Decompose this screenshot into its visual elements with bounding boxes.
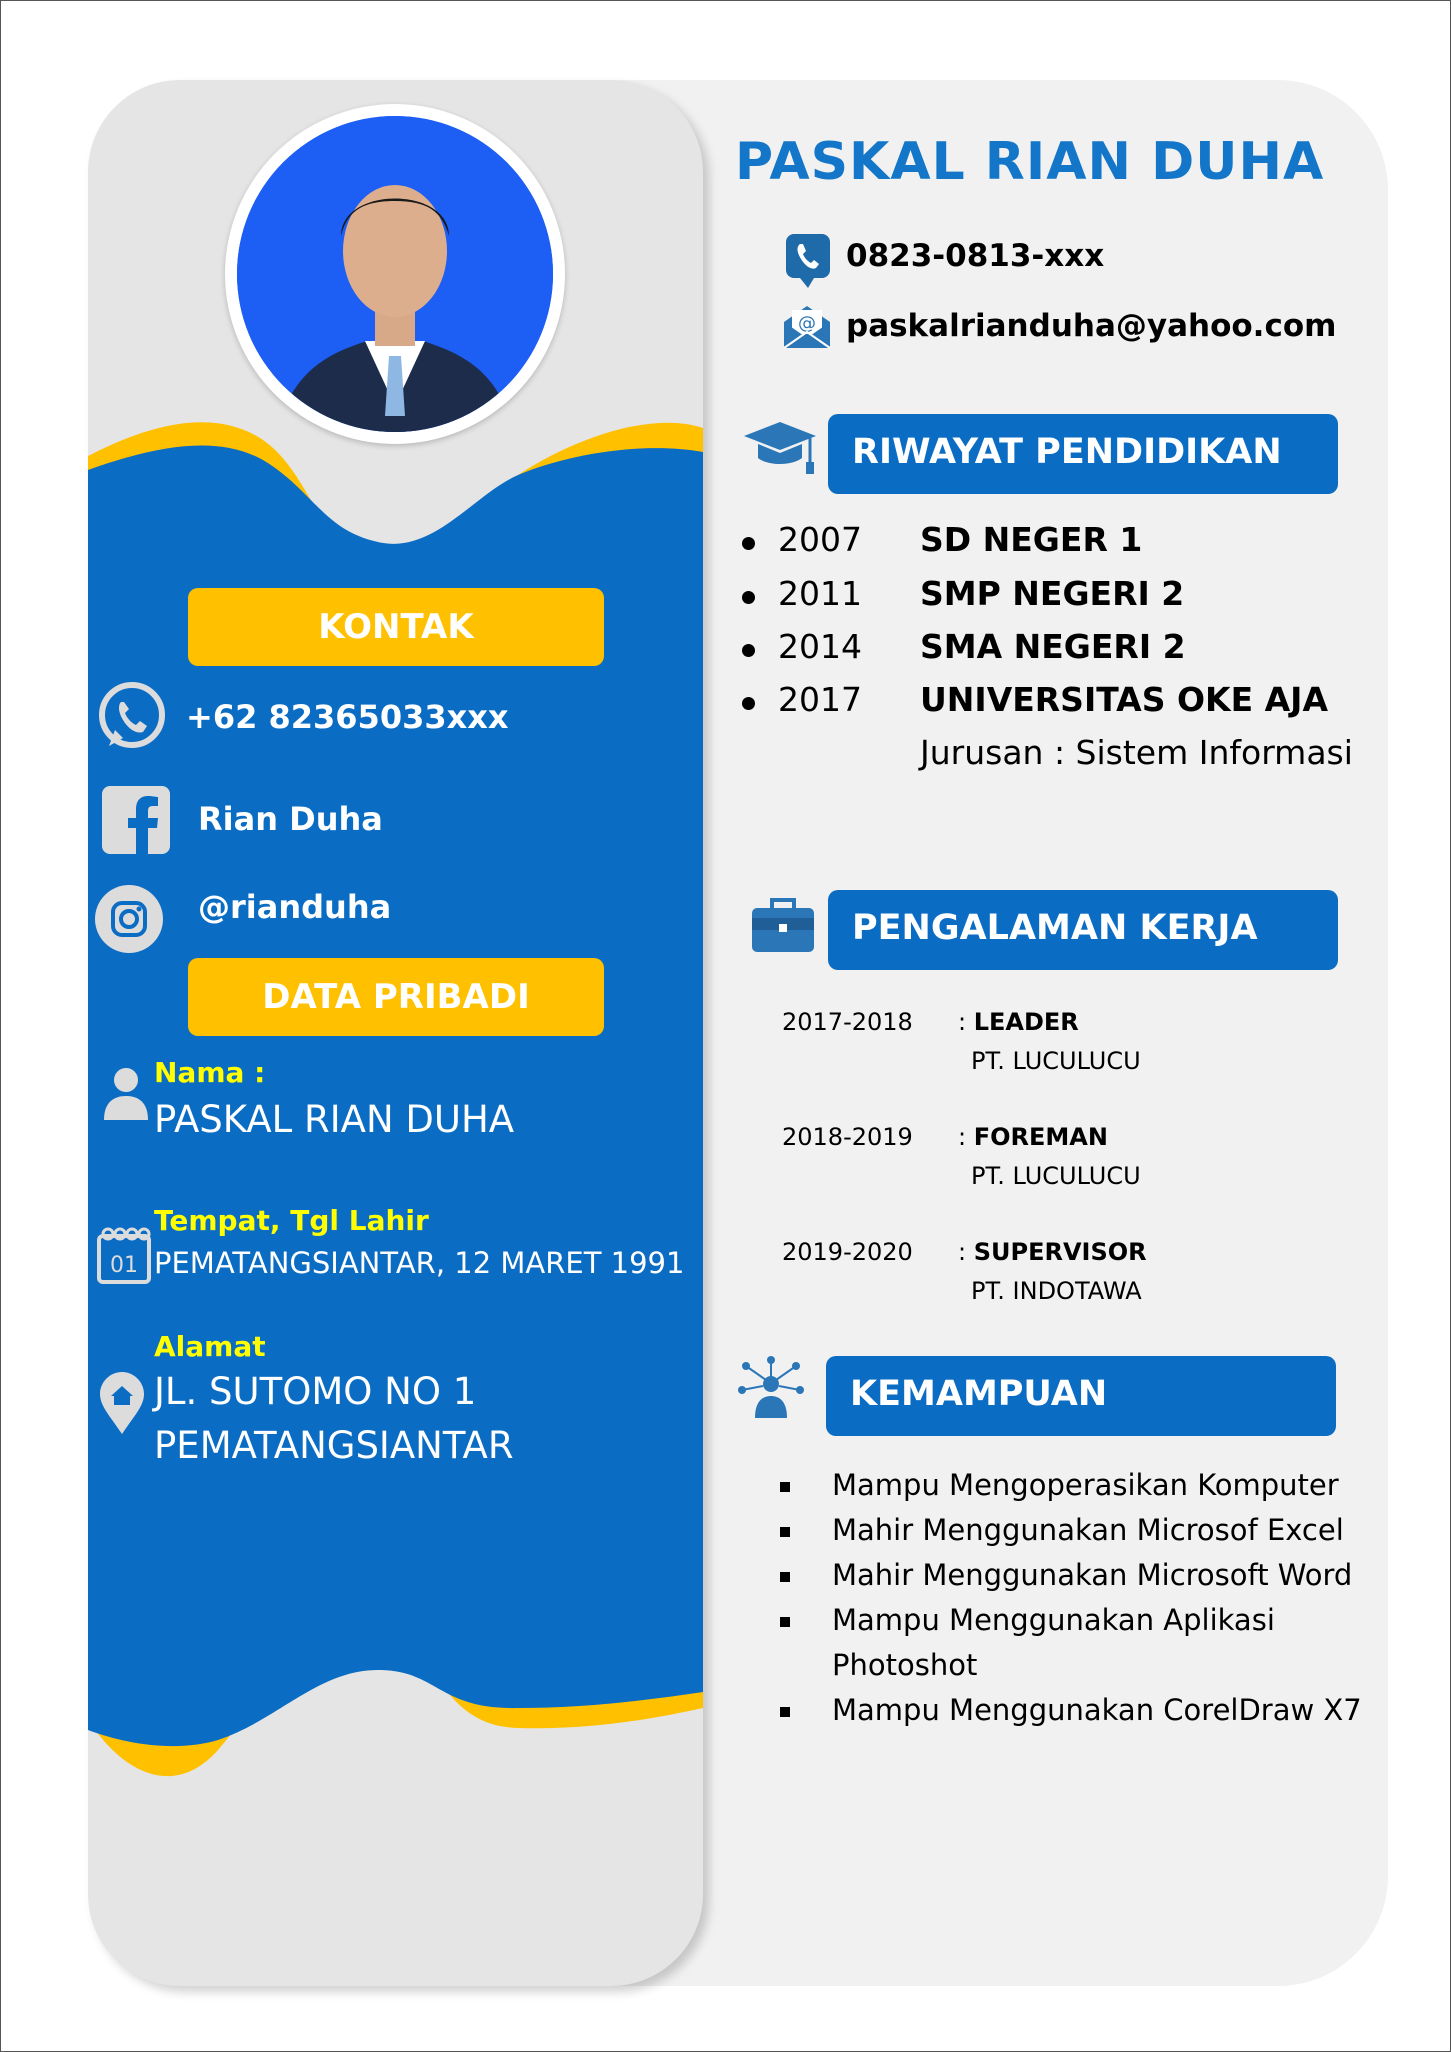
experience-position: : SUPERVISOR (958, 1238, 1147, 1266)
nama-value: PASKAL RIAN DUHA (154, 1098, 515, 1141)
nama-label: Nama : (154, 1056, 266, 1089)
education-year: 2007 (778, 520, 862, 559)
education-heading-label: RIWAYAT PENDIDIKAN (852, 432, 1282, 472)
experience-period: 2019-2020 (782, 1238, 913, 1266)
alamat-line-2: PEMATANGSIANTAR (154, 1424, 514, 1467)
experience-period: 2018-2019 (782, 1123, 913, 1151)
experience-position: : LEADER (958, 1008, 1079, 1036)
whatsapp-number: +62 82365033xxx (186, 698, 509, 736)
education-year: 2014 (778, 627, 862, 666)
kontak-heading: KONTAK (188, 588, 604, 666)
phone-number: 0823-0813-xxx (846, 238, 1105, 274)
email-icon (782, 304, 832, 350)
alamat-label: Alamat (154, 1330, 266, 1363)
experience-position-label: SUPERVISOR (973, 1238, 1147, 1266)
experience-position: : FOREMAN (958, 1123, 1108, 1151)
facebook-icon (100, 784, 172, 856)
experience-period: 2017-2018 (782, 1008, 913, 1036)
education-major: Jurusan : Sistem Informasi (920, 733, 1353, 772)
education-year: 2017 (778, 680, 862, 719)
education-year: 2011 (778, 574, 862, 613)
person-icon (104, 1066, 148, 1120)
education-school: SMA NEGERI 2 (920, 627, 1186, 666)
ttl-label: Tempat, Tgl Lahir (154, 1204, 429, 1237)
experience-position-label: LEADER (973, 1008, 1079, 1036)
graduation-cap-icon (742, 418, 818, 480)
svg-text:@: @ (798, 313, 816, 334)
experience-company: PT. INDOTAWA (971, 1277, 1142, 1305)
skills-heading (826, 1356, 1336, 1436)
education-school: SMP NEGERI 2 (920, 574, 1185, 613)
instagram-icon (94, 884, 164, 954)
experience-company: PT. LUCULUCU (971, 1162, 1141, 1190)
svg-text:01: 01 (110, 1253, 138, 1278)
whatsapp-icon (95, 680, 169, 754)
skill-text: Mampu Mengoperasikan Komputer (832, 1468, 1339, 1502)
profile-photo (225, 104, 565, 444)
skill-text: Mampu Menggunakan Aplikasi (832, 1603, 1275, 1637)
alamat-line-1: JL. SUTOMO NO 1 (154, 1370, 477, 1413)
skill-text: Mahir Menggunakan Microsof Excel (832, 1513, 1344, 1547)
briefcase-icon (750, 896, 816, 954)
education-heading (828, 414, 1338, 494)
home-location-icon (100, 1372, 144, 1434)
skills-heading-label: KEMAMPUAN (850, 1374, 1108, 1414)
skill-text: Photoshot (832, 1648, 978, 1682)
experience-heading (828, 890, 1338, 970)
page-title: PASKAL RIAN DUHA (735, 132, 1325, 192)
calendar-icon (96, 1226, 152, 1286)
experience-company: PT. LUCULUCU (971, 1047, 1141, 1075)
skill-text: Mahir Menggunakan Microsoft Word (832, 1558, 1353, 1592)
education-school: UNIVERSITAS OKE AJA (920, 680, 1328, 719)
skill-text: Mampu Menggunakan CorelDraw X7 (832, 1693, 1362, 1727)
facebook-name: Rian Duha (198, 800, 383, 838)
experience-position-label: FOREMAN (973, 1123, 1108, 1151)
education-school: SD NEGER 1 (920, 520, 1143, 559)
data-pribadi-heading: DATA PRIBADI (188, 958, 604, 1036)
experience-heading-label: PENGALAMAN KERJA (852, 908, 1258, 948)
network-person-icon (738, 1356, 804, 1420)
phone-icon (786, 234, 830, 288)
instagram-handle: @rianduha (198, 888, 392, 926)
email-address: paskalrianduha@yahoo.com (846, 308, 1337, 344)
ttl-value: PEMATANGSIANTAR, 12 MARET 1991 (154, 1246, 685, 1280)
